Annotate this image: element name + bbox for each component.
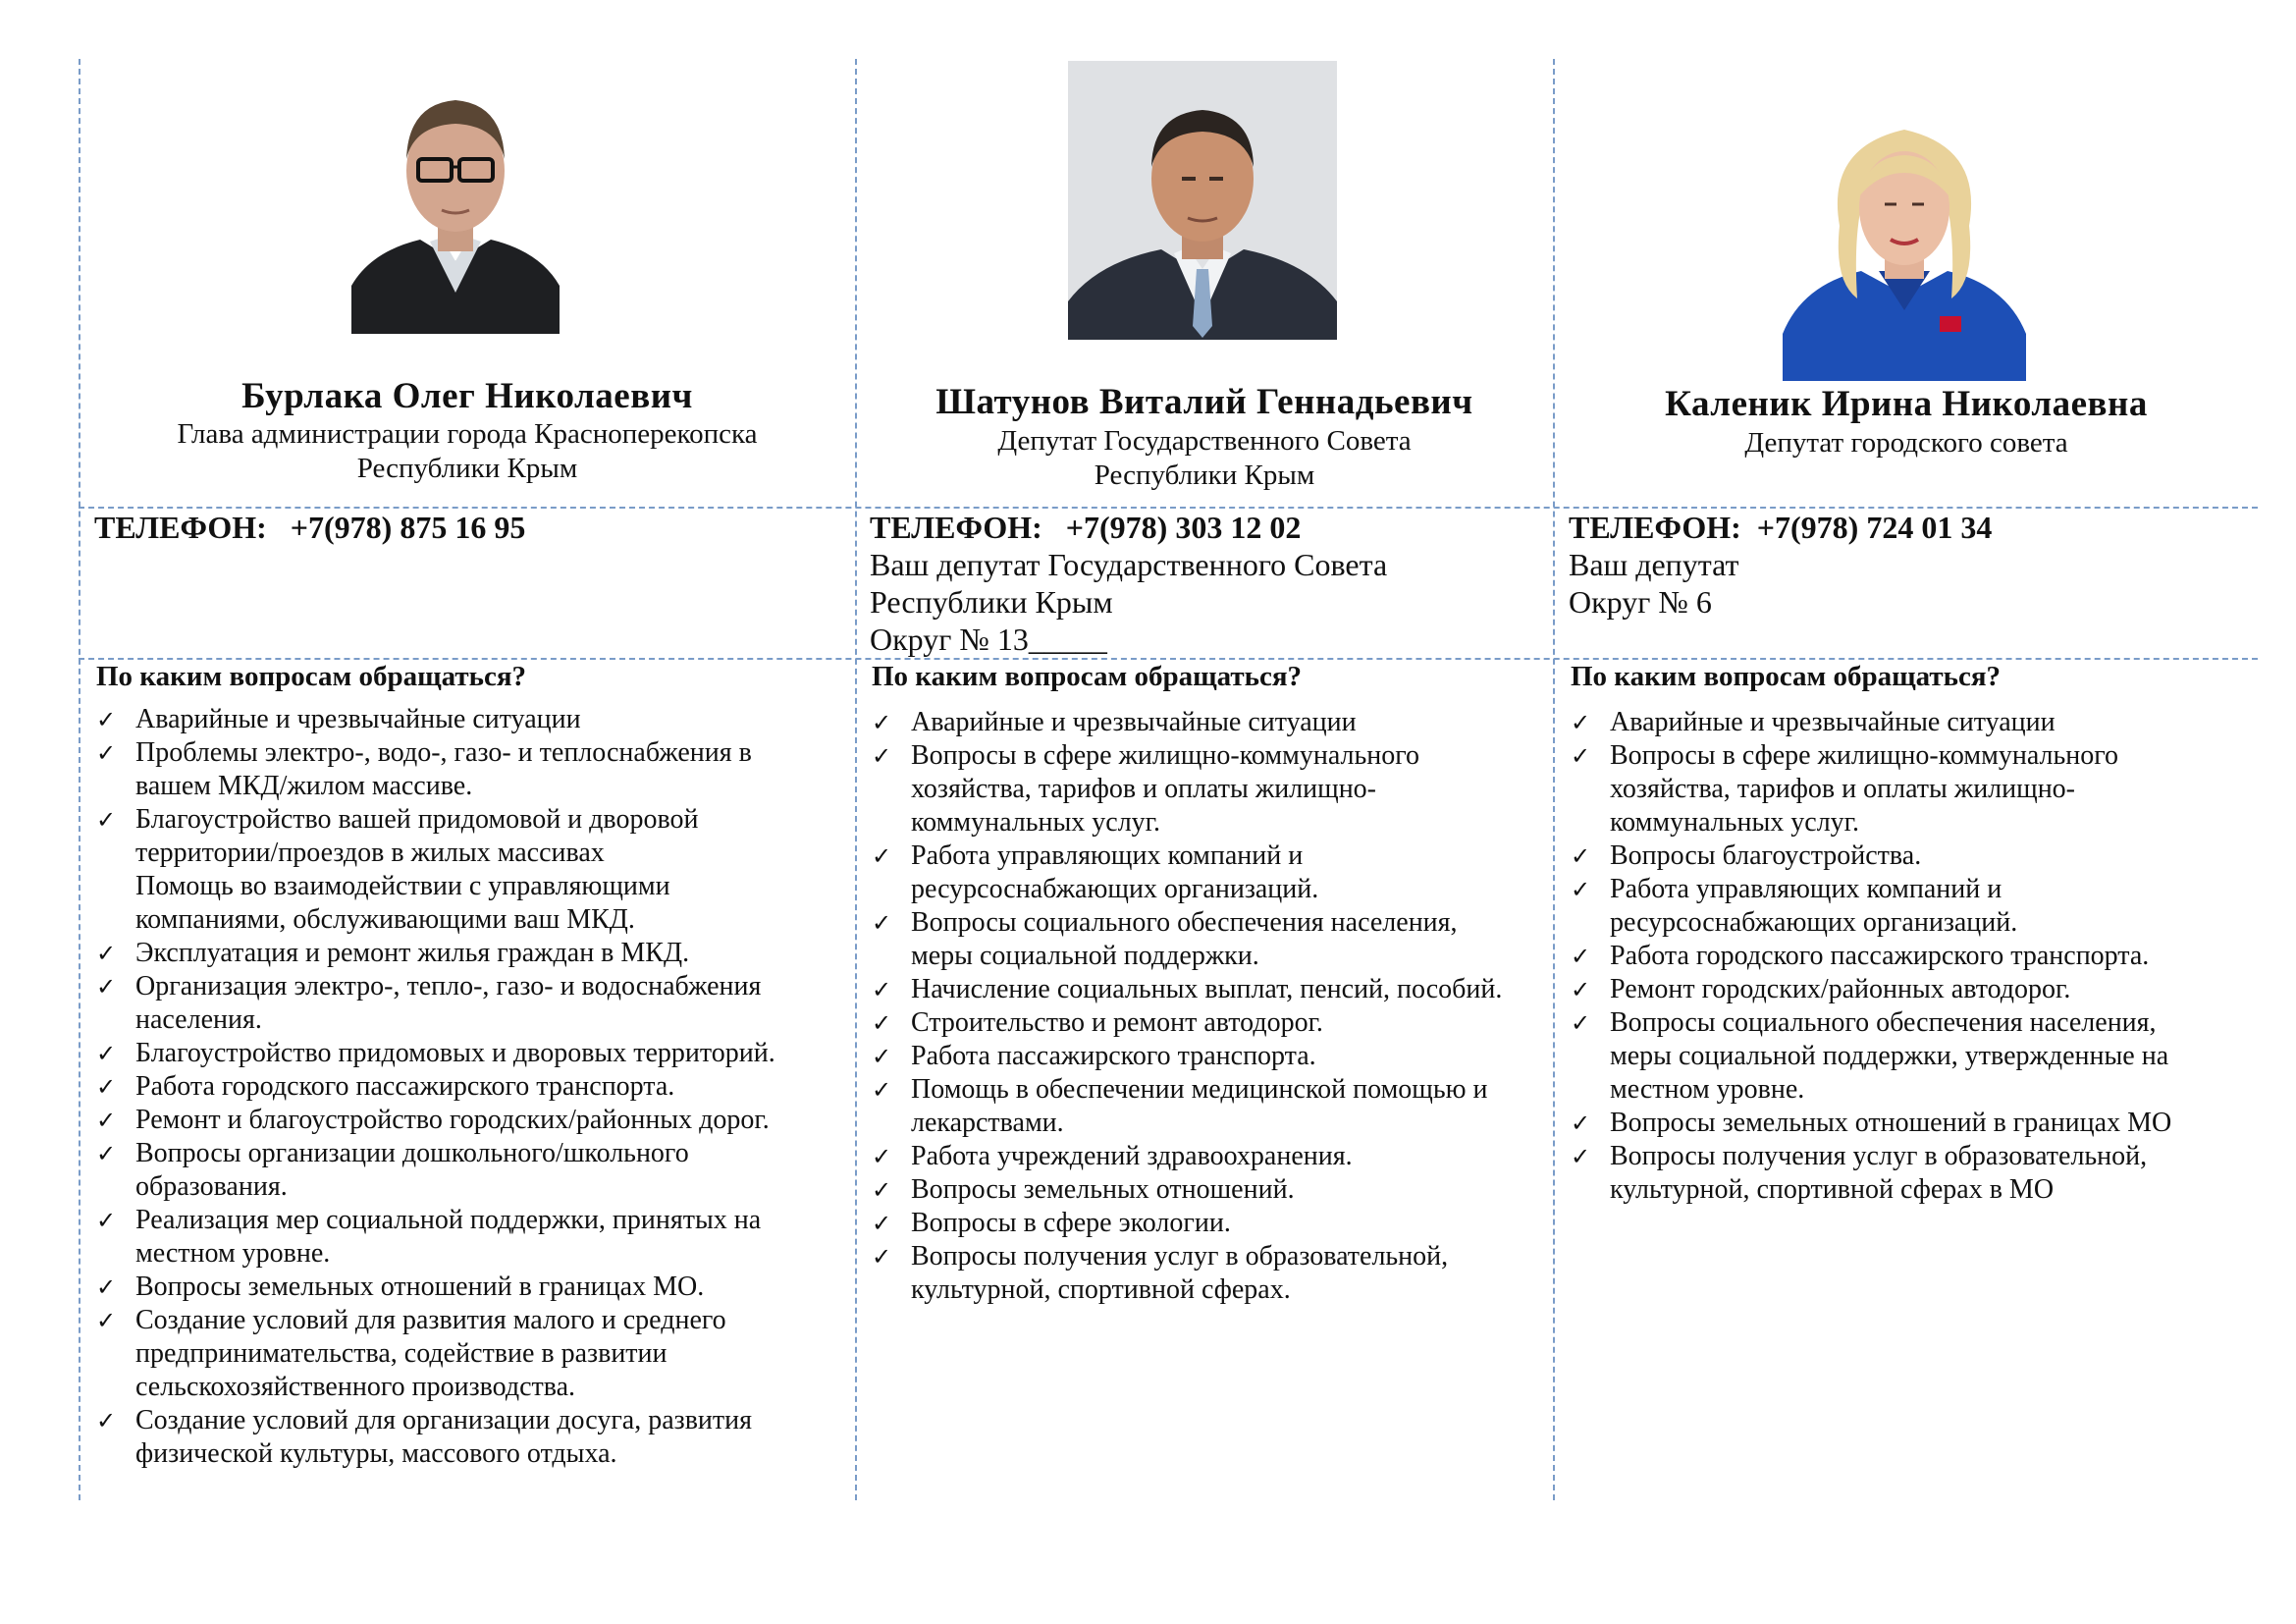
check-mark-icon: ✓ <box>96 1107 117 1134</box>
topic-item <box>872 1140 1549 1173</box>
portrait-photo-3 <box>1783 88 2026 381</box>
check-mark-icon: ✓ <box>96 973 117 1001</box>
topic-line: Проблемы электро-, водо-, газо- и теплоснабжения в <box>135 737 752 768</box>
topic-line: Ремонт и благоустройство городских/районных дорог. <box>135 1105 770 1135</box>
topic-line: Создание условий для развития малого и среднего <box>135 1305 726 1335</box>
check-mark-icon: ✓ <box>1571 1110 1591 1137</box>
phone-line <box>1569 509 2256 546</box>
topic-line: вашем МКД/жилом массиве. <box>135 771 473 801</box>
topic-line: Благоустройство вашей придомовой и дворовой <box>135 804 699 835</box>
check-mark-icon: ✓ <box>1571 976 1591 1003</box>
portrait-photo-2 <box>1068 61 1337 340</box>
person-name-3: Каленик Ирина Николаевна <box>1665 384 2148 424</box>
phone-line <box>870 509 1547 546</box>
divider-row-2 <box>79 658 2258 660</box>
check-mark-icon: ✓ <box>872 1009 892 1037</box>
topic-line: Работа городского пассажирского транспорта. <box>1610 941 2150 971</box>
topic-line: сельскохозяйственного производства. <box>135 1372 576 1402</box>
topic-line: Работа пассажирского транспорта. <box>911 1041 1316 1071</box>
question-heading-2: По каким вопросам обращаться? <box>872 661 1303 692</box>
topic-line: коммунальных услуг. <box>1610 807 1860 838</box>
check-mark-icon: ✓ <box>96 739 117 767</box>
topic-item <box>872 906 1549 973</box>
check-mark-icon: ✓ <box>872 976 892 1003</box>
topic-item <box>96 1204 852 1271</box>
topic-line: местном уровне. <box>135 1238 331 1269</box>
topic-line: Вопросы в сфере жилищно-коммунального <box>911 740 1419 771</box>
district-info-line: Ваш депутат <box>1569 547 1739 582</box>
topic-line: Эксплуатация и ремонт жилья граждан в МКД. <box>135 938 690 968</box>
phone-block-2 <box>870 509 1547 658</box>
check-mark-icon: ✓ <box>96 1140 117 1167</box>
phone-label: ТЕЛЕФОН: <box>870 510 1042 545</box>
topic-line: Вопросы земельных отношений в границах МО. <box>135 1272 705 1302</box>
check-mark-icon: ✓ <box>96 1273 117 1301</box>
divider-mid-2 <box>1553 59 1555 1500</box>
topic-item <box>1571 706 2258 739</box>
topic-item <box>96 1070 852 1104</box>
topic-item <box>1571 839 2258 873</box>
topic-line: Создание условий для организации досуга, развития <box>135 1405 753 1435</box>
check-mark-icon: ✓ <box>872 1176 892 1204</box>
check-mark-icon: ✓ <box>1571 842 1591 870</box>
topic-line: Вопросы социального обеспечения населения, <box>911 907 1458 938</box>
person-role-2 <box>857 424 1552 493</box>
topic-item <box>1571 940 2258 973</box>
check-mark-icon: ✓ <box>1571 1009 1591 1037</box>
topic-line: ресурсоснабжающих организаций. <box>1610 907 2018 938</box>
topic-line: лекарствами. <box>911 1108 1064 1138</box>
topic-line: Вопросы получения услуг в образовательной, <box>911 1241 1449 1272</box>
topic-line: Ремонт городских/районных автодорог. <box>1610 974 2071 1004</box>
topic-line: Вопросы земельных отношений в границах МО <box>1610 1108 2172 1138</box>
check-mark-icon: ✓ <box>872 1076 892 1104</box>
topic-item <box>1571 1140 2258 1207</box>
topic-line: Вопросы в сфере жилищно-коммунального <box>1610 740 2118 771</box>
topic-item <box>872 706 1549 739</box>
person-name-2: Шатунов Виталий Геннадьевич <box>935 382 1473 422</box>
check-mark-icon: ✓ <box>872 1143 892 1170</box>
topic-item <box>96 1271 852 1304</box>
topic-list-1 <box>96 703 852 1471</box>
topic-line: хозяйства, тарифов и оплаты жилищно- <box>911 774 1377 804</box>
check-mark-icon: ✓ <box>96 1207 117 1234</box>
topic-line: Вопросы земельных отношений. <box>911 1174 1295 1205</box>
check-mark-icon: ✓ <box>96 1407 117 1435</box>
topic-line: Вопросы организации дошкольного/школьного <box>135 1138 689 1168</box>
portrait-photo-1 <box>351 65 560 334</box>
topic-line: Строительство и ремонт автодорог. <box>911 1007 1323 1038</box>
check-mark-icon: ✓ <box>872 909 892 937</box>
topic-item <box>96 937 852 970</box>
person-role-3 <box>1555 426 2258 460</box>
topic-line: территории/проездов в жилых массивах <box>135 838 605 868</box>
topic-item <box>1571 739 2258 839</box>
role-line: Глава администрации города Красноперекопска <box>177 418 758 450</box>
topic-item <box>1571 873 2258 940</box>
topic-line: ресурсоснабжающих организаций. <box>911 874 1319 904</box>
topic-item <box>872 1173 1549 1207</box>
topic-line: Благоустройство придомовых и дворовых территорий. <box>135 1038 775 1068</box>
phone-number: +7(978) 875 16 95 <box>290 510 526 545</box>
topic-item <box>872 973 1549 1006</box>
topic-item <box>872 1040 1549 1073</box>
topic-line: Работа управляющих компаний и <box>1610 874 2002 904</box>
topic-line: населения. <box>135 1004 262 1035</box>
check-mark-icon: ✓ <box>872 1243 892 1271</box>
check-mark-icon: ✓ <box>872 842 892 870</box>
topic-line: образования. <box>135 1171 288 1202</box>
topic-item <box>872 1006 1549 1040</box>
topic-line: культурной, спортивной сферах. <box>911 1274 1291 1305</box>
topic-line: Работа городского пассажирского транспорта. <box>135 1071 675 1102</box>
check-mark-icon: ✓ <box>872 709 892 736</box>
topic-item <box>96 1304 852 1404</box>
phone-label: ТЕЛЕФОН: <box>94 510 267 545</box>
topic-line: меры социальной поддержки, утвержденные на <box>1610 1041 2169 1071</box>
check-mark-icon: ✓ <box>1571 943 1591 970</box>
check-mark-icon: ✓ <box>1571 876 1591 903</box>
topic-line: Вопросы благоустройства. <box>1610 840 1922 871</box>
topic-item <box>1571 1107 2258 1140</box>
topic-item <box>1571 973 2258 1006</box>
check-mark-icon: ✓ <box>96 940 117 967</box>
topic-line: местном уровне. <box>1610 1074 1805 1105</box>
topic-line: Вопросы получения услуг в образовательной, <box>1610 1141 2148 1171</box>
district-info-line: Округ № 6 <box>1569 584 1712 620</box>
person-name-1: Бурлака Олег Николаевич <box>241 376 693 416</box>
district-info-line: Округ № 13_____ <box>870 622 1107 657</box>
role-line: Депутат Государственного Совета <box>997 425 1412 457</box>
divider-left <box>79 59 80 1500</box>
topic-line: Работа учреждений здравоохранения. <box>911 1141 1353 1171</box>
phone-block-1 <box>94 509 850 546</box>
topic-item <box>96 736 852 803</box>
topic-item <box>96 870 852 937</box>
topic-item <box>96 1404 852 1471</box>
phone-number: +7(978) 724 01 34 <box>1756 510 1993 545</box>
phone-label: ТЕЛЕФОН: <box>1569 510 1741 545</box>
topic-line: Помощь во взаимодействии с управляющими <box>135 871 670 901</box>
check-mark-icon: ✓ <box>96 806 117 834</box>
topic-item <box>96 970 852 1037</box>
check-mark-icon: ✓ <box>96 1307 117 1334</box>
topic-line: Аварийные и чрезвычайные ситуации <box>135 704 581 734</box>
topic-line: хозяйства, тарифов и оплаты жилищно- <box>1610 774 2076 804</box>
topic-line: коммунальных услуг. <box>911 807 1161 838</box>
check-mark-icon: ✓ <box>1571 1143 1591 1170</box>
check-mark-icon: ✓ <box>96 1073 117 1101</box>
topic-line: Вопросы в сфере экологии. <box>911 1208 1231 1238</box>
check-mark-icon: ✓ <box>96 706 117 733</box>
topic-item <box>872 1073 1549 1140</box>
topic-item <box>96 1037 852 1070</box>
check-mark-icon: ✓ <box>1571 742 1591 770</box>
role-line: Депутат городского совета <box>1744 427 2068 459</box>
check-mark-icon: ✓ <box>872 742 892 770</box>
check-mark-icon: ✓ <box>1571 709 1591 736</box>
topic-item <box>96 1137 852 1204</box>
topic-line: Организация электро-, тепло-, газо- и водоснабжения <box>135 971 762 1001</box>
district-info-line: Республики Крым <box>870 584 1113 620</box>
topic-line: Реализация мер социальной поддержки, принятых на <box>135 1205 762 1235</box>
phone-line <box>94 509 850 546</box>
phone-number: +7(978) 303 12 02 <box>1065 510 1302 545</box>
question-heading-1: По каким вопросам обращаться? <box>96 661 527 692</box>
role-line: Республики Крым <box>1094 460 1315 491</box>
district-info-line: Ваш депутат Государственного Совета <box>870 547 1388 582</box>
question-heading-3: По каким вопросам обращаться? <box>1571 661 2002 692</box>
check-mark-icon: ✓ <box>872 1043 892 1070</box>
phone-block-3 <box>1569 509 2256 621</box>
topic-line: Помощь в обеспечении медицинской помощью и <box>911 1074 1488 1105</box>
topic-item <box>872 1207 1549 1240</box>
role-line: Республики Крым <box>356 453 578 484</box>
topic-line: Вопросы социального обеспечения населения, <box>1610 1007 2157 1038</box>
check-mark-icon: ✓ <box>872 1210 892 1237</box>
check-mark-icon: ✓ <box>96 1040 117 1067</box>
topic-line: культурной, спортивной сферах в МО <box>1610 1174 2055 1205</box>
topic-line: предпринимательства, содействие в развитии <box>135 1338 667 1369</box>
topic-line: физической культуры, массового отдыха. <box>135 1438 617 1469</box>
topic-list-2 <box>872 706 1549 1307</box>
topic-item <box>1571 1006 2258 1107</box>
topic-item <box>96 803 852 870</box>
topic-line: Работа управляющих компаний и <box>911 840 1304 871</box>
topic-line: меры социальной поддержки. <box>911 941 1259 971</box>
topic-line: компаниями, обслуживающими ваш МКД. <box>135 904 635 935</box>
person-role-1 <box>80 417 854 486</box>
topic-list-3 <box>1571 706 2258 1207</box>
divider-mid-1 <box>855 59 857 1500</box>
topic-item <box>96 703 852 736</box>
topic-item <box>872 1240 1549 1307</box>
topic-item <box>96 1104 852 1137</box>
topic-line: Аварийные и чрезвычайные ситуации <box>911 707 1357 737</box>
topic-item <box>872 739 1549 839</box>
topic-line: Аварийные и чрезвычайные ситуации <box>1610 707 2056 737</box>
topic-line: Начисление социальных выплат, пенсий, пособий. <box>911 974 1503 1004</box>
topic-item <box>872 839 1549 906</box>
